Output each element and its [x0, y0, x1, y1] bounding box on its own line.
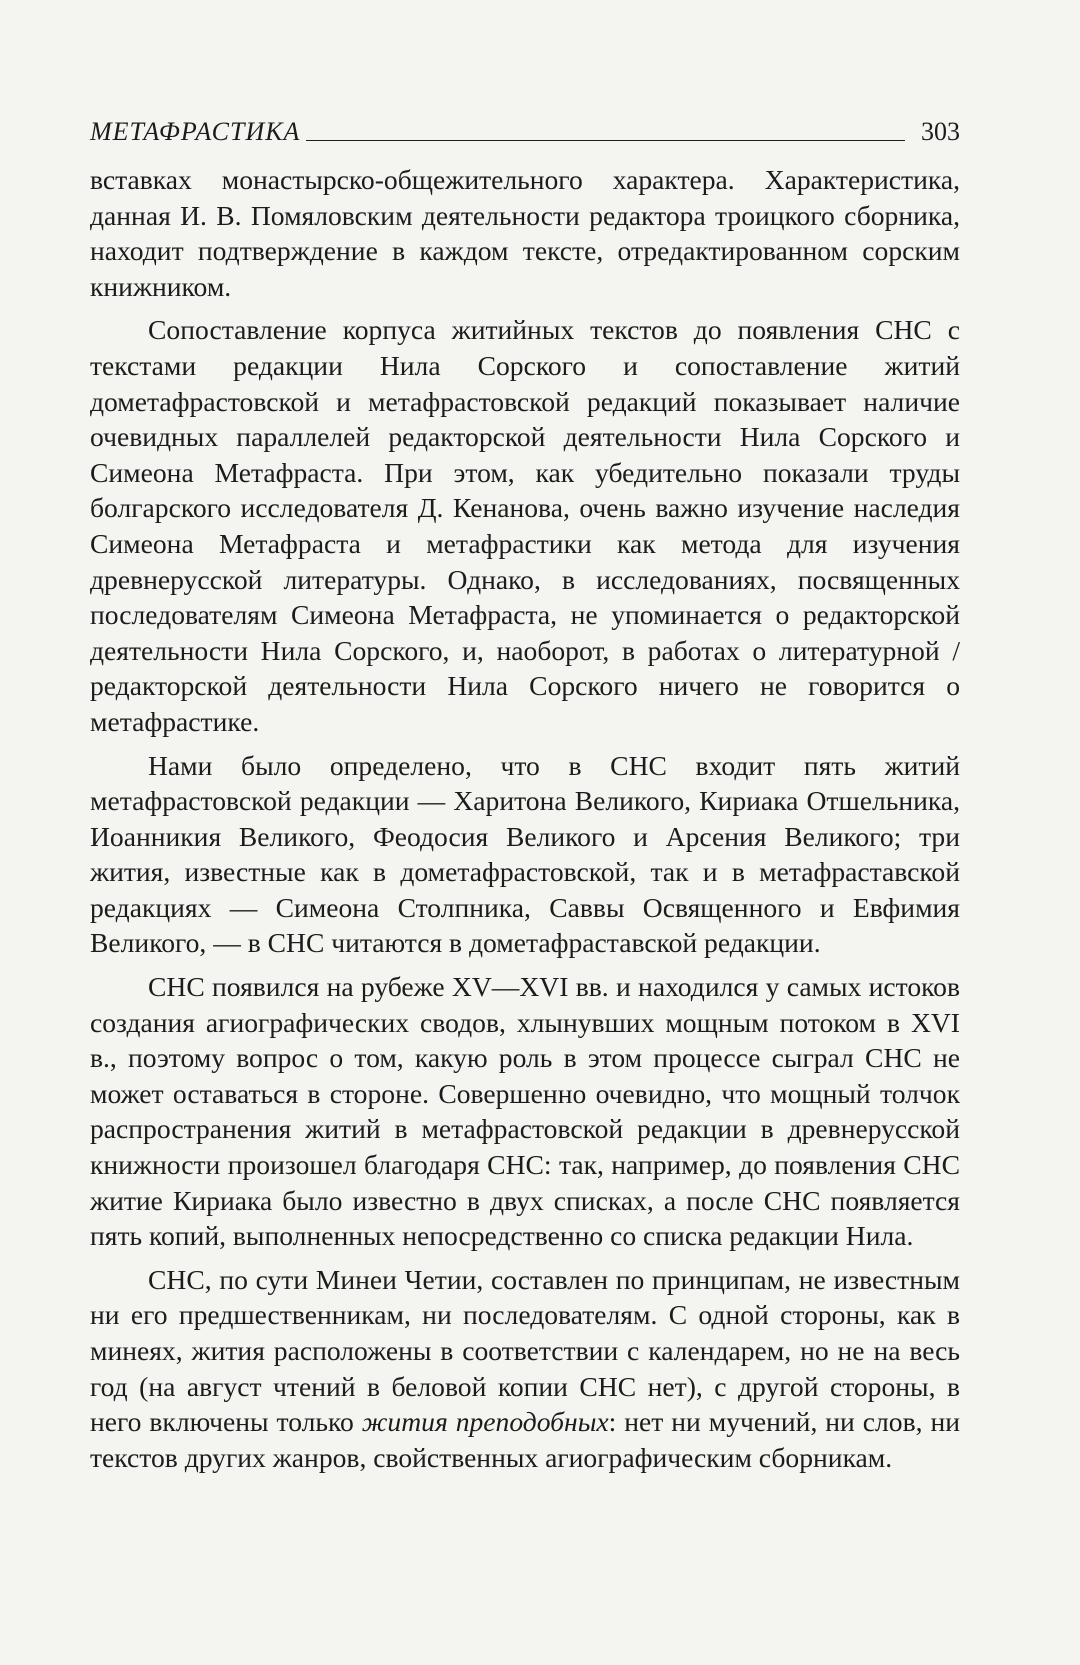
paragraph-5	[90, 1262, 960, 1476]
running-head-rule	[306, 139, 905, 141]
body-text	[90, 162, 960, 1475]
book-page	[90, 0, 960, 1665]
paragraph-1: вставках монастырско-общежительного характера. Характеристика, данная И. В. Помяловским деятельности редактора троицкого сборника, находит подтверждение в каждом тексте, отредактированном сорским книжником.	[90, 164, 960, 302]
running-head	[90, 105, 960, 145]
paragraph-2: Сопоставление корпуса житийных текстов до появления СНС с текстами редакции Нила Сорского и сопоставление житий дометафрастовской и метафрастовской редакций показывает наличие очевидных параллелей редакторской деятельности Нила Сорского и Симеона Метафраста. При этом, как убедительно показали труды болгарского исследователя Д. Кенанова, очень важно изучение наследия Симеона Метафраста и метафрастики как метода для изучения древнерусской литературы. Однако, в исследованиях, посвященных последователям Симеона Метафраста, не упоминается о редакторской деятельности Нила Сорского, и, наоборот, в работах о литературной / редакторской деятельности Нила Сорского ничего не говорится о метафрастике.	[90, 314, 960, 737]
running-head-title: МЕТАФРАСТИКА	[90, 117, 301, 146]
paragraph-5-text-before: СНС, по сути Минеи Четии, составлен по принципам, не известным ни его предшественникам, ни последователям. С одной стороны, как в минеях, жития расположены в соответствии с календарем, но не на весь год (на август чтений в беловой копии СНС нет), с другой стороны, в него включены только	[90, 1263, 960, 1438]
paragraph-4: СНС появился на рубеже XV—XVI вв. и находился у самых истоков создания агиографических сводов, хлынувших мощным потоком в XVI в., поэтому вопрос о том, какую роль в этом процессе сыграл СНС не может оставаться в стороне. Совершенно очевидно, что мощный толчок распространения житий в метафрастовской редакции в древнерусской книжности произошел благодаря СНС: так, например, до появления СНС житие Кириака было известно в двух списках, а после СНС появляется пять копий, выполненных непосредственно со списка редакции Нила.	[90, 971, 960, 1252]
paragraph-5-text-after: : нет ни мучений, ни слов, ни текстов других жанров, свойственных агиографическим сборникам.	[90, 1406, 960, 1473]
paragraph-5-emphasis: жития преподобных	[361, 1406, 609, 1438]
paragraph-3: Нами было определено, что в СНС входит пять житий метафрастовской редакции — Харитона Великого, Кириака Отшельника, Иоанникия Великого, Феодосия Великого и Арсения Великого; три жития, известные как в дометафрастовской, так и в метафраставской редакциях — Симеона Столпника, Саввы Освященного и Евфимия Великого, — в СНС читаются в дометафраставской редакции.	[90, 749, 960, 959]
page-number: 303	[921, 117, 960, 146]
